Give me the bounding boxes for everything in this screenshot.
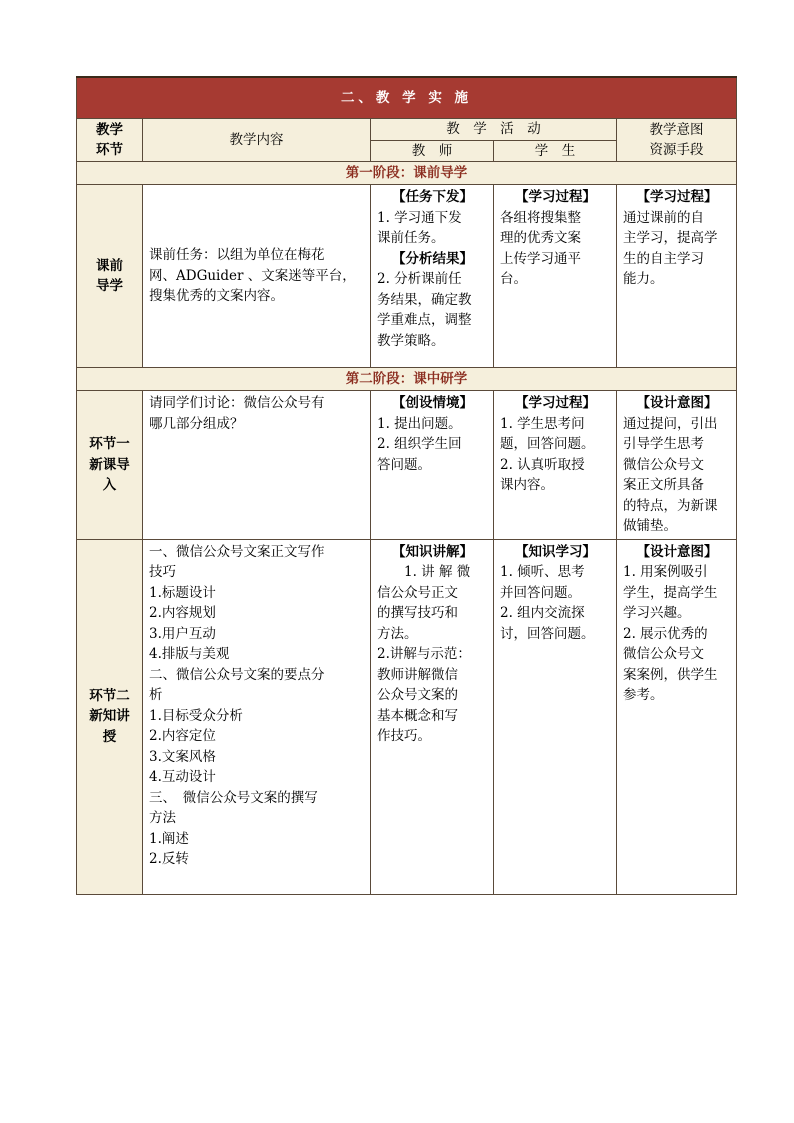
content-line: 2.内容定位 [149, 728, 216, 744]
intent-line: 1. 用案例吸引 [623, 564, 708, 580]
seg1-intent [617, 391, 737, 540]
header-content: 教学内容 [143, 119, 371, 162]
seg2-student [494, 539, 617, 894]
side-line: 新课导 [89, 456, 130, 473]
teacher-line: 公众号文案的 [377, 687, 458, 703]
intent-line: 生的自主学习 [623, 250, 704, 267]
content-line: 方法 [149, 810, 176, 826]
header-stage-line: 教学 [96, 121, 123, 138]
content-line: 2.内容规划 [149, 605, 216, 621]
seg2-content [143, 539, 371, 894]
tag-label: 【知识学习】 [515, 543, 596, 560]
content-line: 请同学们讨论：微信公众号有 [149, 395, 325, 411]
stage1-intent [617, 185, 737, 368]
stage1-teacher [371, 185, 494, 368]
header-intent-line: 资源手段 [649, 142, 704, 158]
student-line: 理的优秀文案 [500, 230, 581, 246]
tag-label: 【学习过程】 [515, 189, 596, 205]
intent-line: 通过提问，引出 [623, 415, 718, 432]
side-line: 环节二 [89, 687, 130, 704]
stage1-student [494, 185, 617, 368]
student-line: 上传学习通平 [500, 250, 581, 267]
header-intent-line: 教学意图 [649, 121, 704, 138]
student-line: 并回答问题。 [500, 584, 581, 601]
side-line: 入 [102, 477, 117, 493]
content-line: 1.标题设计 [149, 584, 216, 601]
content-line: 网、ADGuider 、文案迷等平台， [149, 267, 356, 284]
header-teacher: 教 师 [371, 140, 494, 162]
stage1-label: 第一阶段：课前导学 [77, 162, 737, 185]
tag-label: 【学习过程】 [636, 189, 718, 205]
content-line: 析 [149, 687, 163, 703]
student-line: 2. 认真听取授 [500, 456, 585, 473]
teacher-line: 2.讲解与示范： [377, 646, 471, 662]
content-line: 1.目标受众分析 [149, 707, 243, 724]
teacher-line: 1. 讲 解 微 [377, 564, 471, 580]
seg2-intent [617, 539, 737, 894]
seg1-student [494, 391, 617, 540]
student-line: 1. 学生思考问 [500, 415, 585, 432]
content-line: 搜集优秀的文案内容。 [149, 288, 284, 305]
seg1-content [143, 391, 371, 540]
student-line: 2. 组内交流探 [500, 605, 585, 621]
student-line: 1. 倾听、思考 [500, 564, 585, 580]
intent-line: 微信公众号文 [623, 456, 704, 473]
student-line: 台。 [500, 271, 527, 287]
intent-line: 通过课前的自 [623, 209, 704, 226]
teacher-line: 学重难点，调整 [377, 312, 472, 328]
content-line: 3.文案风格 [149, 748, 216, 765]
tag-label: 【分析结果】 [392, 250, 473, 267]
content-line: 课前任务：以组为单位在梅花 [149, 247, 325, 264]
teacher-line: 基本概念和写 [377, 707, 458, 724]
intent-line: 学习兴趣。 [623, 605, 691, 621]
content-line: 4.排版与美观 [149, 646, 230, 662]
tag-label: 【设计意图】 [636, 395, 718, 411]
content-line: 4.互动设计 [149, 769, 216, 785]
tag-label: 【学习过程】 [515, 395, 596, 411]
content-line: 技巧 [149, 564, 176, 580]
teacher-line: 教师讲解微信 [377, 666, 458, 683]
intent-line: 学生，提高学生 [623, 584, 718, 601]
teacher-line: 课前任务。 [377, 230, 445, 246]
tag-label: 【知识讲解】 [392, 543, 473, 560]
stage1-content [143, 185, 371, 368]
content-line: 哪几部分组成？ [149, 415, 244, 432]
teacher-line: 答问题。 [377, 456, 431, 473]
student-line: 题，回答问题。 [500, 436, 595, 452]
student-line: 各组将搜集整 [500, 209, 581, 226]
seg1-side-label [77, 391, 143, 540]
teacher-line: 的撰写技巧和 [377, 605, 458, 621]
content-line: 2.反转 [149, 851, 189, 867]
side-line: 授 [102, 728, 117, 745]
side-line: 课前 [96, 257, 123, 274]
content-line: 3.用户互动 [149, 625, 216, 642]
tag-label: 【任务下发】 [392, 189, 473, 205]
student-line: 讨，回答问题。 [500, 625, 595, 642]
tag-label: 【设计意图】 [636, 543, 718, 560]
teacher-line: 1. 提出问题。 [377, 415, 462, 432]
side-line: 环节一 [89, 436, 130, 452]
intent-line: 主学习，提高学 [623, 230, 718, 246]
header-stage [77, 119, 143, 162]
header-activity: 教 学 活 动 [371, 119, 617, 141]
teacher-line: 务结果，确定教 [377, 291, 472, 308]
teacher-line: 2. 组织学生回 [377, 436, 462, 452]
teacher-line: 教学策略。 [377, 332, 445, 349]
content-line: 三、 微信公众号文案的撰写 [149, 789, 318, 806]
teacher-line: 2. 分析课前任 [377, 271, 462, 287]
teacher-line: 1. 学习通下发 [377, 209, 462, 226]
tag-label: 【创设情境】 [392, 395, 473, 411]
intent-line: 能力。 [623, 271, 664, 287]
content-line: 1.阐述 [149, 830, 189, 847]
side-line: 导学 [96, 278, 123, 294]
teacher-line: 作技巧。 [377, 728, 431, 744]
seg2-teacher [371, 539, 494, 894]
content-line: 二、微信公众号文案的要点分 [149, 666, 325, 683]
intent-line: 2. 展示优秀的 [623, 625, 708, 642]
side-line: 新知讲 [89, 708, 130, 725]
seg2-side-label [77, 539, 143, 894]
teacher-line: 方法。 [377, 625, 418, 642]
teaching-implementation-table [76, 76, 737, 895]
intent-line: 参考。 [623, 687, 664, 703]
intent-line: 做铺垫。 [623, 518, 677, 534]
seg1-teacher [371, 391, 494, 540]
header-stage-line: 环节 [96, 142, 123, 158]
intent-line: 引导学生思考 [623, 436, 704, 452]
table-title: 二、教 学 实 施 [77, 77, 737, 119]
intent-line: 案案例，供学生 [623, 666, 718, 683]
intent-line: 案正文所具备 [623, 477, 704, 493]
stage1-side-label [77, 185, 143, 368]
content-line: 一、微信公众号文案正文写作 [149, 543, 325, 560]
intent-line: 微信公众号文 [623, 646, 704, 662]
intent-line: 的特点，为新课 [623, 497, 718, 514]
teacher-line: 信公众号正文 [377, 584, 458, 601]
header-student: 学 生 [494, 140, 617, 162]
header-intent [617, 119, 737, 162]
student-line: 课内容。 [500, 477, 554, 493]
stage2-label: 第二阶段：课中研学 [77, 368, 737, 391]
